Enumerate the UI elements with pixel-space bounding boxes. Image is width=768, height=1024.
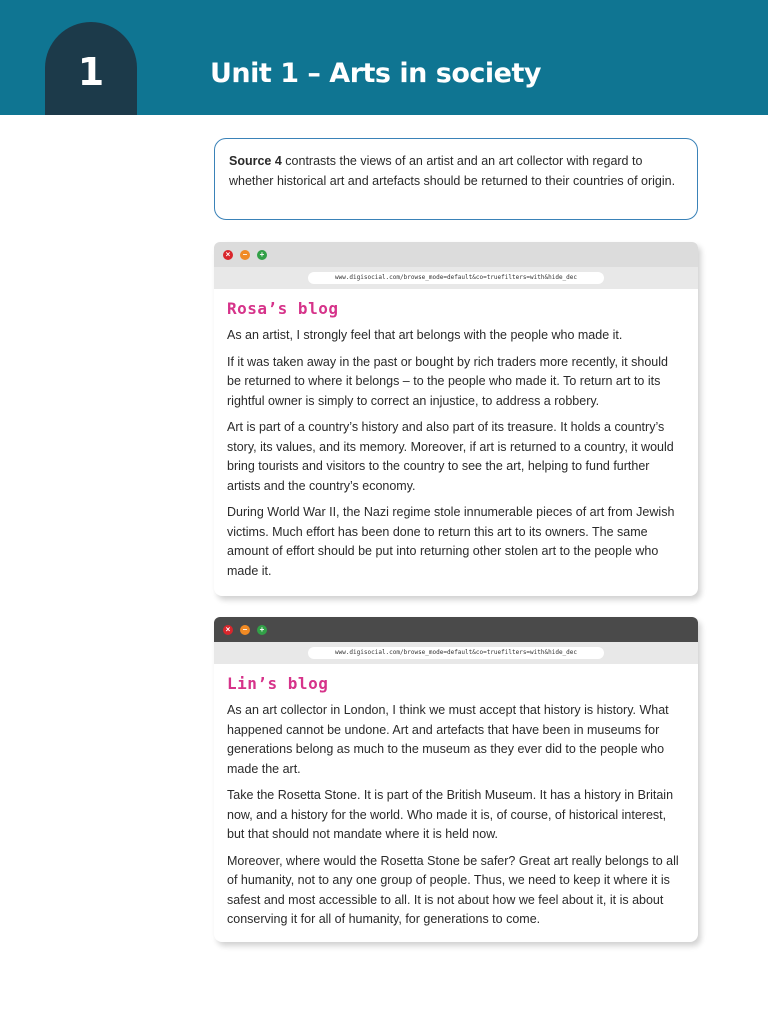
blog-paragraph: Take the Rosetta Stone. It is part of the British Museum. It has a history in Britain now, and a history for the world. Who made it is, of course, of historical interest, but that should not mandate where it is held now. — [227, 788, 674, 841]
minimize-icon[interactable]: – — [240, 625, 250, 635]
address-bar[interactable]: www.digisocial.com/browse_mode=default&co=truefilters=with&hide_dec — [308, 272, 604, 284]
blog-paragraph: Art is part of a country’s history and also part of its treasure. It holds a country’s story, its values, and its memory. Moreover, if art is returned to a country, it would bring tourists and visitors to the country to see the art, helping to fund further artists and the country’s economy. — [227, 420, 674, 493]
blog-title: Rosa’s blog — [227, 299, 339, 318]
browser-title-bar — [214, 617, 698, 642]
unit-number-tab: 1 — [45, 22, 137, 115]
browser-window-rosa — [214, 242, 698, 596]
blog-content — [214, 289, 698, 600]
blog-paragraph: During World War II, the Nazi regime stole innumerable pieces of art from Jewish victims. Much effort has been done to return this art to its owners. The same amount of effort should be put into returning other stolen art to the people who made it. — [227, 505, 675, 578]
blog-paragraph: If it was taken away in the past or bought by rich traders more recently, it should be returned to where it belongs – to the people who made it. To return art to its rightful owner is simply to correct an injustice, to address a robbery. — [227, 354, 668, 408]
blog-title: Lin’s blog — [227, 674, 329, 693]
address-bar-row — [214, 267, 698, 289]
source-label: Source 4 — [229, 154, 282, 168]
address-bar-row — [214, 642, 698, 664]
close-icon[interactable]: × — [223, 625, 233, 635]
page-title: Unit 1 – Arts in society — [210, 58, 541, 89]
maximize-icon[interactable]: + — [257, 250, 267, 260]
blog-paragraph: Moreover, where would the Rosetta Stone be safer? Great art really belongs to all of humanity, not to any one group of people. Thus, we need to keep it where it is safest and most accessible to all. It is not about how we feel about it, it is about conserving it for all of humanity, for generations to come. — [227, 853, 679, 926]
minimize-icon[interactable]: – — [240, 250, 250, 260]
maximize-icon[interactable]: + — [257, 625, 267, 635]
source-intro-box — [214, 138, 698, 220]
browser-window-lin — [214, 617, 698, 942]
close-icon[interactable]: × — [223, 250, 233, 260]
source-intro-text: contrasts the views of an artist and an art collector with regard to whether historical art and artefacts should be returned to their countries of origin. — [229, 154, 676, 188]
blog-paragraph: As an art collector in London, I think we must accept that history is history. What happened cannot be undone. Art and artefacts that have been in museums for generations belong as much to the museum as they ever did to the people who made the art. — [227, 703, 669, 776]
blog-paragraph: As an artist, I strongly feel that art belongs with the people who made it. — [227, 328, 623, 342]
address-bar[interactable]: www.digisocial.com/browse_mode=default&co=truefilters=with&hide_dec — [308, 647, 604, 659]
blog-content — [214, 664, 698, 949]
browser-title-bar — [214, 242, 698, 267]
